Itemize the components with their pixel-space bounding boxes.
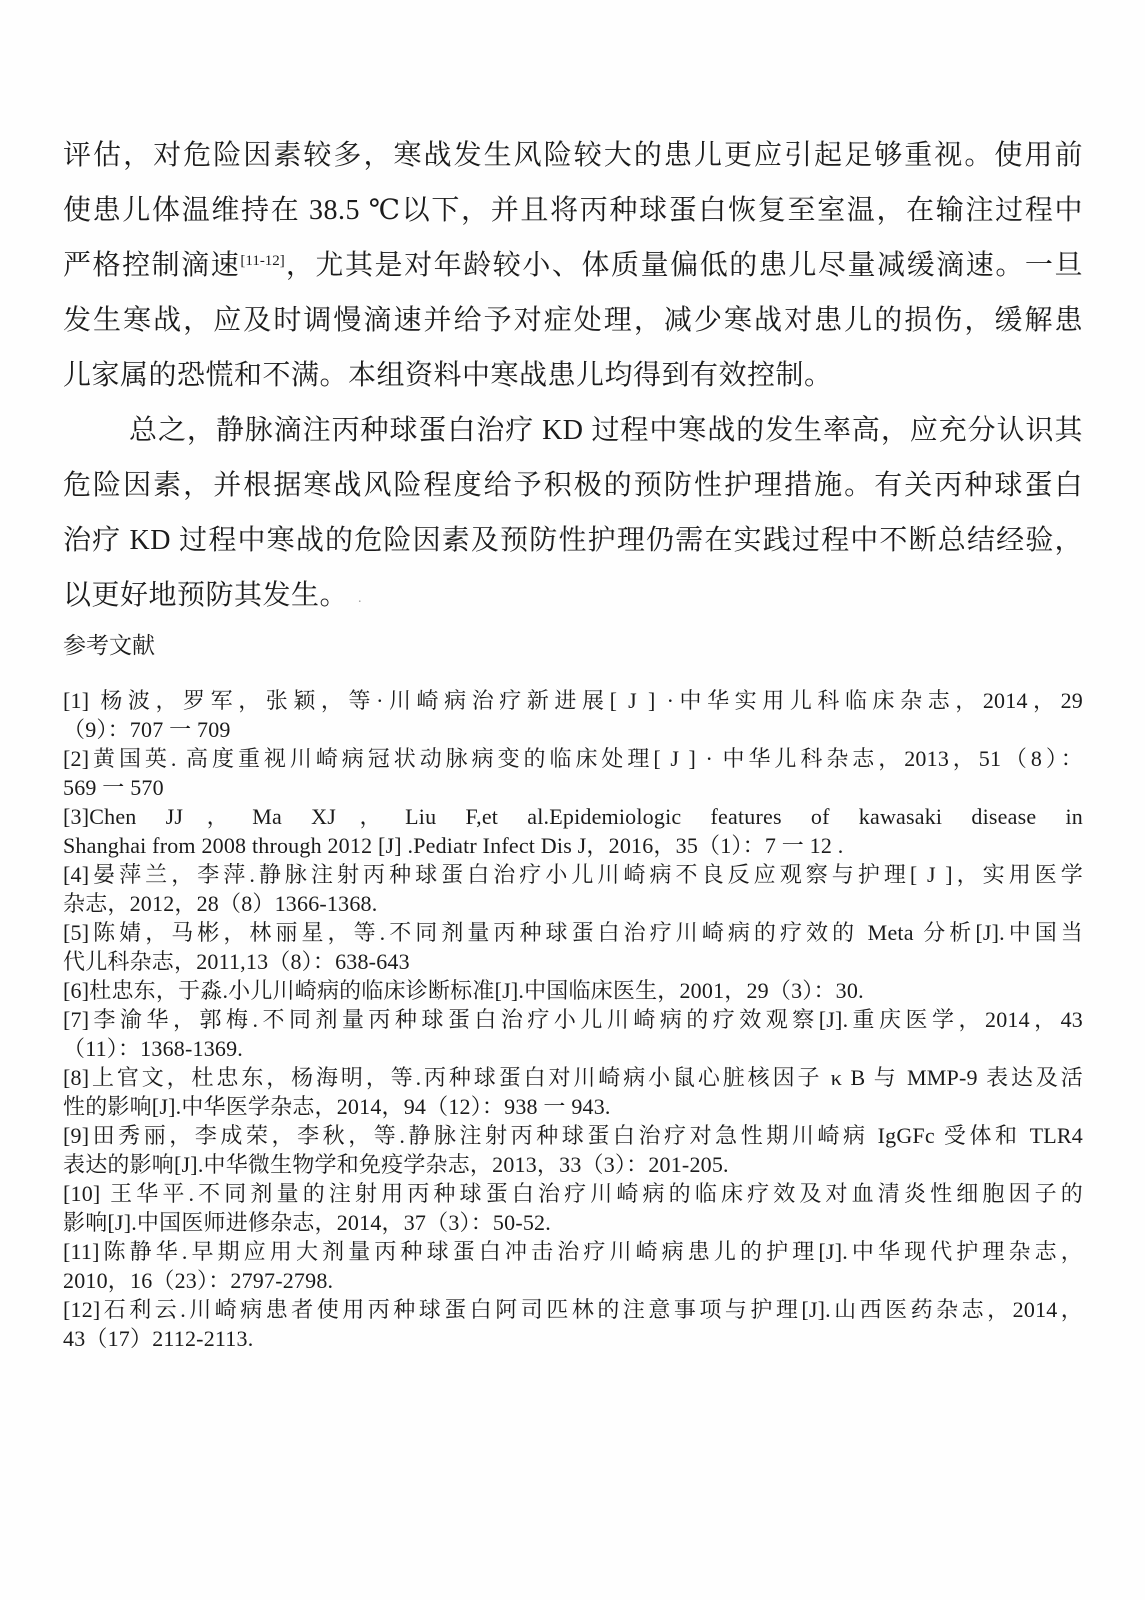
- reference-item: [63, 976, 1083, 1005]
- reference-line: 2010，16（23）：2797-2798.: [63, 1268, 334, 1293]
- page-content: [63, 0, 1083, 1353]
- reference-item: [63, 918, 1083, 976]
- references-list: [63, 686, 1083, 1353]
- reference-line: [2]黄国英. 高度重视川崎病冠状动脉病变的临床处理[ J ] · 中华儿科杂志，2013，51（8）：: [63, 746, 1083, 771]
- body-paragraph-2: [63, 403, 1083, 626]
- reference-item: [63, 1121, 1083, 1179]
- text-line: 评估，对危险因素较多，寒战发生风险较大的患儿更应引起足够重视。使用前: [63, 140, 1083, 171]
- text-line: 危险因素，并根据寒战风险程度给予积极的预防性护理措施。有关丙种球蛋白: [63, 470, 1083, 501]
- reference-item: [63, 860, 1083, 918]
- text-segment: ，尤其是对年龄较小、体质量偏低的患儿尽量减缓滴速。一旦: [284, 250, 1083, 281]
- reference-line: （9）：707 一 709: [63, 717, 231, 742]
- reference-line: [6]杜忠东，于淼.小儿川崎病的临床诊断标准[J].中国临床医生，2001，29（3）：30.: [63, 978, 864, 1003]
- reference-line: 杂志，2012，28（8）1366-1368.: [63, 891, 378, 916]
- scan-artifact-dot: .: [358, 591, 363, 606]
- reference-line: [8]上官文，杜忠东，杨海明，等.丙种球蛋白对川崎病小鼠心脏核因子 κ B 与 MMP-9 表达及活: [63, 1065, 1083, 1090]
- reference-line: [9]田秀丽，李成荣，李秋，等.静脉注射丙种球蛋白治疗对急性期川崎病 IgGFc 受体和 TLR4: [63, 1123, 1083, 1148]
- references-heading: 参考文献: [63, 633, 155, 658]
- reference-line: [1] 杨波，罗军，张颖，等·川崎病治疗新进展[ J ] ·中华实用儿科临床杂志，2014，29: [63, 688, 1083, 713]
- reference-line: 性的影响[J].中华医学杂志，2014，94（12）：938 一 943.: [63, 1094, 611, 1119]
- text-line: 治疗 KD 过程中寒战的危险因素及预防性护理仍需在实践过程中不断总结经验，: [63, 525, 1083, 556]
- reference-line: （11）：1368-1369.: [63, 1036, 244, 1061]
- reference-item: [63, 1063, 1083, 1121]
- text-line: 使患儿体温维持在 38.5 ℃以下，并且将丙种球蛋白恢复至室温，在输注过程中: [63, 195, 1083, 226]
- reference-line: 影响[J].中国医师进修杂志，2014，37（3）：50-52.: [63, 1210, 551, 1235]
- reference-line: [5]陈婧，马彬，林丽星，等.不同剂量丙种球蛋白治疗川崎病的疗效的 Meta 分析[J].中国当: [63, 920, 1083, 945]
- reference-line: [7]李渝华，郭梅.不同剂量丙种球蛋白治疗小儿川崎病的疗效观察[J].重庆医学，2014，43: [63, 1007, 1083, 1032]
- text-line: 发生寒战，应及时调慢滴速并给予对症处理，减少寒战对患儿的损伤，缓解患: [63, 305, 1083, 336]
- body-paragraph-1: [63, 128, 1083, 403]
- reference-line: 表达的影响[J].中华微生物学和免疫学杂志，2013，33（3）：201-205.: [63, 1152, 729, 1177]
- reference-line: [10] 王华平.不同剂量的注射用丙种球蛋白治疗川崎病的临床疗效及对血清炎性细胞因子的: [63, 1181, 1083, 1206]
- reference-item: [63, 1179, 1083, 1237]
- text-line: [63, 568, 1083, 626]
- reference-line: [4]晏萍兰，李萍.静脉注射丙种球蛋白治疗小儿川崎病不良反应观察与护理[ J ]，实用医学: [63, 862, 1083, 887]
- text-line: 总之，静脉滴注丙种球蛋白治疗 KD 过程中寒战的发生率高，应充分认识其: [129, 415, 1083, 446]
- reference-line: [3]Chen JJ，Ma XJ，Liu F,et al.Epidemiologic features of kawasaki disease in: [63, 804, 1083, 829]
- reference-line: 代儿科杂志，2011,13（8）：638-643: [63, 949, 410, 974]
- reference-line: 43（17）2112-2113.: [63, 1326, 254, 1351]
- reference-item: [63, 1295, 1083, 1353]
- reference-line: Shanghai from 2008 through 2012 [J] .Pediatr Infect Dis J，2016，35（1）：7 一 12 .: [63, 833, 844, 858]
- reference-line: [12]石利云.川崎病患者使用丙种球蛋白阿司匹林的注意事项与护理[J].山西医药杂志，2014，: [63, 1297, 1083, 1322]
- reference-item: [63, 1005, 1083, 1063]
- reference-line: 569 一 570: [63, 775, 164, 800]
- reference-item: [63, 1237, 1083, 1295]
- reference-line: [11]陈静华.早期应用大剂量丙种球蛋白冲击治疗川崎病患儿的护理[J].中华现代护理杂志，: [63, 1239, 1083, 1264]
- reference-item: [63, 802, 1083, 860]
- text-line: 儿家属的恐慌和不满。本组资料中寒战患儿均得到有效控制。: [63, 360, 833, 391]
- citation-superscript: [11-12]: [240, 253, 285, 269]
- reference-item: [63, 744, 1083, 802]
- text-segment: 严格控制滴速: [63, 250, 241, 281]
- text-line: [63, 238, 1083, 293]
- reference-item: [63, 686, 1083, 744]
- text-segment: 以更好地预防其发生。: [63, 580, 349, 611]
